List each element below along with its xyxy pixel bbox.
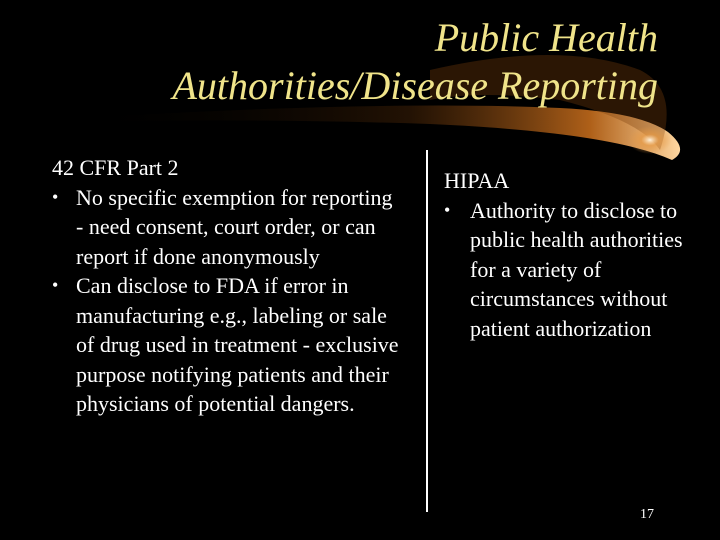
right-column bbox=[444, 166, 694, 343]
list-item bbox=[52, 271, 402, 419]
title-line-1: Public Health bbox=[434, 15, 658, 60]
bullet-icon: • bbox=[444, 199, 451, 220]
slide-title bbox=[38, 14, 658, 110]
left-column-heading: 42 CFR Part 2 bbox=[52, 155, 179, 180]
right-column-heading: HIPAA bbox=[444, 168, 510, 193]
left-bullet-list bbox=[52, 183, 402, 419]
column-divider bbox=[426, 150, 428, 512]
right-bullet-list bbox=[444, 196, 694, 344]
list-item bbox=[52, 183, 402, 272]
list-item bbox=[444, 196, 694, 344]
bullet-icon: • bbox=[52, 275, 59, 295]
title-line-2: Authorities/Disease Reporting bbox=[172, 63, 658, 108]
bullet-icon: • bbox=[52, 186, 59, 207]
left-column bbox=[52, 153, 402, 419]
bullet-text: Can disclose to FDA if error in manufacturing e.g., labeling or sale of drug used in treatment - exclusive purpose notifying patients and their physicians of potential dangers. bbox=[76, 273, 399, 416]
page-number: 17 bbox=[640, 507, 654, 522]
bullet-text: Authority to disclose to public health authorities for a variety of circumstances without patient authorization bbox=[470, 197, 683, 341]
bullet-text: No specific exemption for reporting - need consent, court order, or can report if done anonymously bbox=[76, 184, 393, 269]
